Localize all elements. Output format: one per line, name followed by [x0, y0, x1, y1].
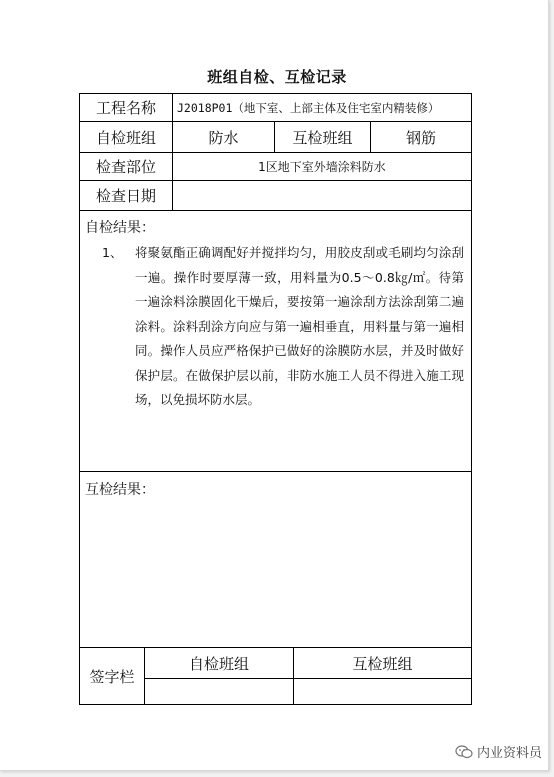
inspection-form: [79, 93, 472, 705]
self-result-text: 将聚氨酯正确调配好并搅拌均匀，用胶皮刮或毛刷均匀涂刮一遍。操作时要厚薄一致，用料量为0.5～0.8㎏/㎡。待第一遍涂料涂膜固化干燥后，要按第一遍涂刮方法涂刮第二遍涂料。涂料刮涂方向应与第一遍相垂直，用料量与第一遍相同。操作人员应严格保护已做好的涂膜防水层，并及时做好保护层。在做保护层以前，非防水施工人员不得进入施工现场，以免损坏防水层。: [135, 245, 464, 407]
watermark: [455, 742, 542, 761]
mutual-result-label: 互检结果：: [85, 482, 155, 498]
signature-label: 签字栏: [89, 668, 135, 686]
result-item-number: 1、: [102, 245, 123, 260]
mutual-team-label: 互检班组: [292, 128, 353, 147]
sign-mutual-team-field[interactable]: [294, 679, 471, 705]
sign-mutual-team-label: 互检班组: [352, 654, 413, 673]
project-name-label: 工程名称: [95, 99, 156, 117]
document-title: 班组自检、互检记录: [207, 68, 347, 86]
location-label: 检查部位: [95, 158, 156, 176]
self-result-label: 自检结果：: [85, 220, 155, 236]
row-divider: [80, 471, 471, 472]
date-value: [173, 181, 471, 210]
location-value: 1区地下室外墙涂料防水: [258, 160, 386, 174]
self-team-value: 防水: [208, 128, 239, 147]
date-label: 检查日期: [95, 187, 156, 205]
sign-self-team-label: 自检班组: [188, 654, 249, 673]
self-result-content: [102, 241, 464, 413]
watermark-text: 内业资料员: [476, 746, 542, 761]
row-divider: [80, 210, 471, 211]
sign-self-team-field[interactable]: [145, 679, 293, 705]
self-team-label: 自检班组: [95, 128, 156, 147]
wechat-icon: [455, 745, 473, 759]
project-name-value: J2018P01（地下室、上部主体及住宅室内精装修）: [177, 100, 440, 115]
mutual-team-value: 钢筋: [405, 128, 436, 147]
